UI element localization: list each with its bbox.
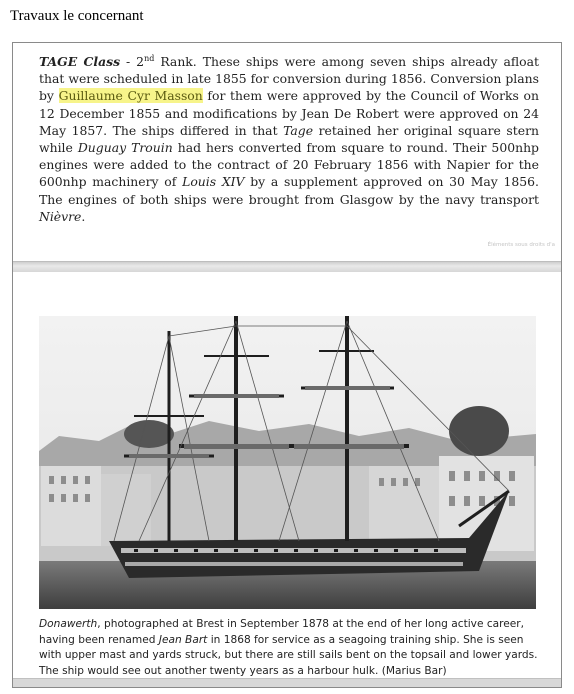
highlighted-name[interactable]: Guillaume Cyr Masson (58, 88, 203, 104)
rank-superscript: nd (144, 53, 155, 63)
copyright-watermark: Éléments sous droits d'a (487, 242, 555, 248)
caption-ship-name: Donawerth (39, 618, 98, 630)
ship-name: Nièvre (39, 208, 82, 224)
book-page-top (13, 43, 561, 261)
ship-name: Tage (283, 122, 314, 138)
book-excerpt-frame (12, 42, 562, 688)
class-title: TAGE Class (39, 54, 121, 69)
excerpt-paragraph (39, 53, 539, 225)
page-heading: Travaux le concernant (10, 8, 144, 24)
caption-segment: , photographed at Brest in September 1878 at the end of her long active career, having been renamed (39, 618, 525, 646)
book-page-bottom (13, 272, 561, 687)
text-segment: . (81, 208, 86, 224)
page-bottom-divider (13, 678, 561, 687)
ship-photograph (39, 316, 536, 609)
caption-ship-name: Jean Bart (158, 633, 208, 646)
text-segment: retained her original square stern while (39, 122, 539, 156)
text-segment: had hers converted from square to round. Their 500nhp engines were added to the contract of 20 February 1856 with Napier for the 600nhp machinery of (39, 140, 539, 190)
text-segment: by a supplement approved on 30 May 1856. The engines of both ships were brought from Glasgow by the navy transport (39, 174, 539, 207)
caption-segment: in 1868 for service as a seagoing training ship. She is seen with upper mast and yards struck, but there are still sails bent on the topsail and lower yards. The ship would see out another twenty years as a harbour hulk. (Marius Bar) (39, 633, 538, 677)
text-segment: for them were approved by the Council of Works on 12 December 1855 and modifications by Jean De Robert were approved on 24 May 1857. The ships differed in that (39, 88, 539, 138)
ship-name: Louis XIV (182, 174, 245, 190)
text-segment: Rank. These ships were among seven ships already afloat that were scheduled in late 1855 for conversion during 1856. Conversion plans by (39, 54, 539, 104)
photo-caption (39, 617, 539, 679)
rank-prefix: - 2 (120, 54, 145, 69)
ship-name: Duguay Trouin (77, 140, 173, 156)
